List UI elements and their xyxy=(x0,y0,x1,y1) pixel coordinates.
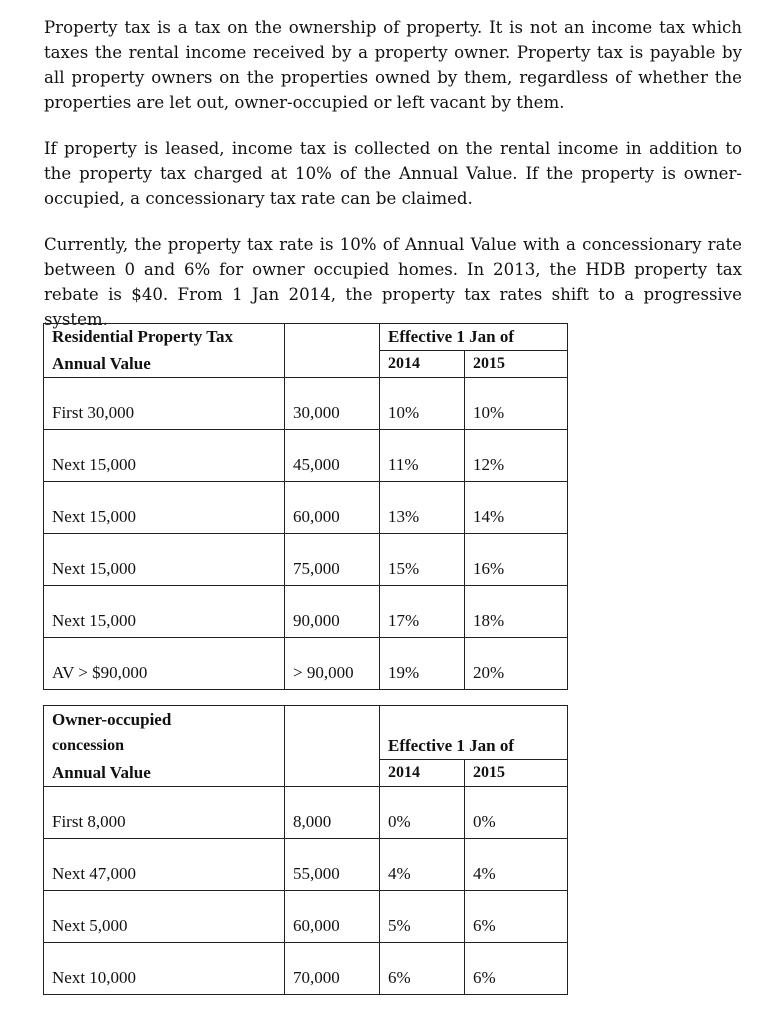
rate-2015: 12% xyxy=(465,430,568,482)
table-row xyxy=(44,482,568,534)
table-row xyxy=(44,534,568,586)
table1-blank-header xyxy=(285,324,380,351)
cumulative-value: 45,000 xyxy=(285,430,380,482)
table2-effective-header: Effective 1 Jan of xyxy=(380,733,568,760)
rate-2014: 4% xyxy=(380,839,465,891)
band-label: Next 47,000 xyxy=(44,839,285,891)
table2-title-line2: concession xyxy=(44,733,285,760)
rate-2014: 15% xyxy=(380,534,465,586)
band-label: Next 15,000 xyxy=(44,534,285,586)
band-label: First 8,000 xyxy=(44,787,285,839)
table-row xyxy=(44,891,568,943)
table-row xyxy=(44,430,568,482)
table2-year-2014: 2014 xyxy=(380,760,465,787)
rates-paragraph: Currently, the property tax rate is 10% of Annual Value with a concessionary rate between 0 and 6% for owner occupied homes. In 2013, the HDB property tax rebate is $40. From 1 Jan 2014, the property tax rates shift to a progressive system. xyxy=(44,235,742,329)
rate-2015: 6% xyxy=(465,943,568,995)
band-label: Next 15,000 xyxy=(44,482,285,534)
table2-blank-mid xyxy=(285,733,380,760)
rate-2014: 10% xyxy=(380,378,465,430)
table2-blank-subheader xyxy=(285,760,380,787)
band-label: Next 15,000 xyxy=(44,430,285,482)
rate-2014: 17% xyxy=(380,586,465,638)
cumulative-value: 75,000 xyxy=(285,534,380,586)
table1-year-2015: 2015 xyxy=(465,351,568,378)
rate-2015: 20% xyxy=(465,638,568,690)
table-row xyxy=(44,787,568,839)
rate-2015: 16% xyxy=(465,534,568,586)
rate-2015: 10% xyxy=(465,378,568,430)
cumulative-value: > 90,000 xyxy=(285,638,380,690)
table1-title: Residential Property Tax xyxy=(44,324,285,351)
table-row xyxy=(44,943,568,995)
table1-subtitle: Annual Value xyxy=(44,351,285,378)
rate-2015: 4% xyxy=(465,839,568,891)
band-label: First 30,000 xyxy=(44,378,285,430)
table1-effective-header: Effective 1 Jan of xyxy=(380,324,568,351)
band-label: Next 10,000 xyxy=(44,943,285,995)
cumulative-value: 90,000 xyxy=(285,586,380,638)
table2-blank-header xyxy=(285,706,380,733)
rate-2014: 13% xyxy=(380,482,465,534)
rate-2015: 6% xyxy=(465,891,568,943)
residential-property-tax-table xyxy=(43,323,568,690)
cumulative-value: 70,000 xyxy=(285,943,380,995)
cumulative-value: 60,000 xyxy=(285,891,380,943)
cumulative-value: 55,000 xyxy=(285,839,380,891)
rate-2015: 18% xyxy=(465,586,568,638)
table-row xyxy=(44,586,568,638)
table2-subtitle: Annual Value xyxy=(44,760,285,787)
leased-paragraph: If property is leased, income tax is collected on the rental income in addition to the property tax charged at 10% of the Annual Value. If the property is owner-occupied, a concessionary tax rate can be claimed. xyxy=(44,139,742,208)
table2-blank-effective xyxy=(380,706,568,733)
band-label: Next 5,000 xyxy=(44,891,285,943)
table1-year-2014: 2014 xyxy=(380,351,465,378)
owner-occupied-concession-table xyxy=(43,705,568,995)
rate-2014: 5% xyxy=(380,891,465,943)
rate-2014: 11% xyxy=(380,430,465,482)
table2-title-line1: Owner-occupied xyxy=(44,706,285,733)
intro-paragraph: Property tax is a tax on the ownership of property. It is not an income tax which taxes the rental income received by a property owner. Property tax is payable by all property owners on the properties owned by them, regardless of whether the properties are let out, owner-occupied or left vacant by them. xyxy=(44,18,742,112)
rate-2014: 0% xyxy=(380,787,465,839)
cumulative-value: 30,000 xyxy=(285,378,380,430)
cumulative-value: 60,000 xyxy=(285,482,380,534)
rate-2014: 6% xyxy=(380,943,465,995)
rate-2015: 14% xyxy=(465,482,568,534)
table-row xyxy=(44,638,568,690)
band-label: Next 15,000 xyxy=(44,586,285,638)
table2-year-2015: 2015 xyxy=(465,760,568,787)
rate-2015: 0% xyxy=(465,787,568,839)
table1-blank-subheader xyxy=(285,351,380,378)
table-row xyxy=(44,839,568,891)
table-row xyxy=(44,378,568,430)
rate-2014: 19% xyxy=(380,638,465,690)
cumulative-value: 8,000 xyxy=(285,787,380,839)
band-label: AV > $90,000 xyxy=(44,638,285,690)
